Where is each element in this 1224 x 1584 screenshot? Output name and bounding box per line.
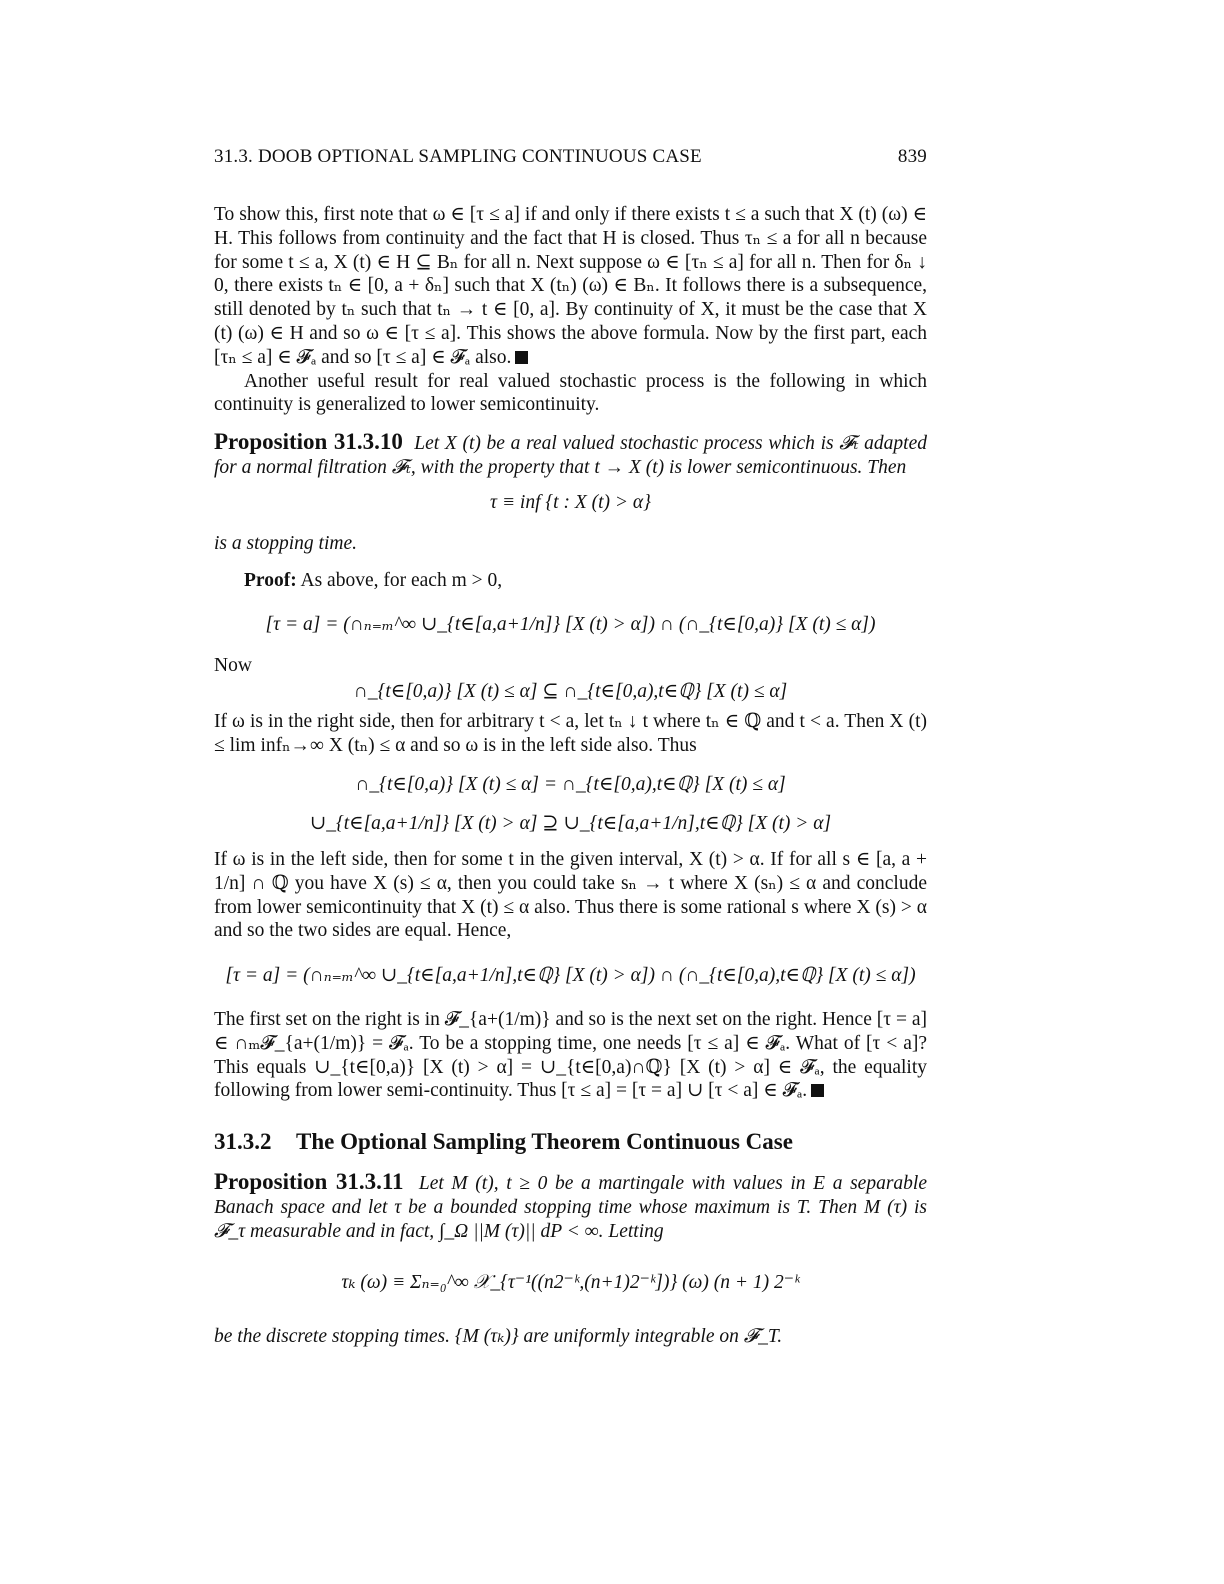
paragraph-text: As above, for each m > 0,: [300, 570, 503, 591]
section-heading: [214, 1129, 927, 1155]
proposition-label: Proposition 31.3.11: [214, 1169, 404, 1194]
equation: τₖ (ω) ≡ Σₙ₌₀^∞ 𝒳_{τ⁻¹((n2⁻ᵏ,(n+1)2⁻ᵏ])} (ω) (n + 1) 2⁻ᵏ: [341, 1272, 800, 1293]
running-header: [214, 146, 927, 168]
paragraph-text: Another useful result for real valued stochastic process is the following in which continuity is generalized to lower semicontinuity.: [214, 370, 927, 416]
qed-icon: [515, 351, 528, 364]
equation: [τ = a] = (∩ₙ₌ₘ^∞ ∪_{t∈[a,a+1/n],t∈ℚ} [X (t) > α]) ∩ (∩_{t∈[0,a),t∈ℚ} [X (t) ≤ α]): [225, 965, 916, 986]
qed-icon: [811, 1084, 824, 1097]
proposition-tail: is a stopping time.: [214, 533, 358, 554]
paragraph-text: The first set on the right is in 𝓕_{a+(1/m)} and so is the next set on the right. Hence [τ = a] ∈ ∩ₘ𝓕_{a+(1/m)} = 𝓕ₐ. To be a stopping time, one needs [τ ≤ a] ∈ 𝓕ₐ. What of [τ < a]? This equals ∪_{t∈[0,a)} [X (t) > α] = ∪_{t∈[0,a)∩ℚ} [X (t) > α] ∈ 𝓕ₐ, the equality following from lower semi-continuity. Thus [τ ≤ a] = [τ = a] ∪ [τ < a] ∈ 𝓕ₐ.: [214, 1009, 927, 1102]
equation: [τ = a] = (∩ₙ₌ₘ^∞ ∪_{t∈[a,a+1/n]} [X (t) > α]) ∩ (∩_{t∈[0,a)} [X (t) ≤ α]): [265, 614, 876, 635]
equation: ∪_{t∈[a,a+1/n]} [X (t) > α] ⊇ ∪_{t∈[a,a+1/n],t∈ℚ} [X (t) > α]: [309, 813, 832, 834]
proposition-31-3-11: [214, 1170, 927, 1243]
running-title: 31.3. DOOB OPTIONAL SAMPLING CONTINUOUS CASE: [214, 146, 702, 167]
paragraph-text: Now: [214, 655, 252, 676]
equation: ∩_{t∈[0,a)} [X (t) ≤ α] = ∩_{t∈[0,a),t∈ℚ} [X (t) ≤ α]: [355, 774, 786, 795]
proposition-31-3-10: [214, 430, 927, 480]
proposition-text: Let M (t), t ≥ 0 be a martingale with values in E a separable Banach space and let τ be a bounded stopping time whose maximum is T. Then M (τ) is 𝓕_τ measurable and in fact, ∫_Ω ||M (τ)|| dP < ∞. Letting: [214, 1173, 927, 1242]
equation: τ ≡ inf {t : X (t) > α}: [490, 492, 651, 513]
paragraph-text: To show this, first note that ω ∈ [τ ≤ a] if and only if there exists t ≤ a such that X (t) (ω) ∈ H. This follows from continuity and the fact that H is closed. Thus τₙ ≤ a for all n because for some t ≤ a, X (t) ∈ H ⊆ Bₙ for all n. Next suppose ω ∈ [τₙ ≤ a] for all n. Then for δₙ ↓ 0, there exists tₙ ∈ [0, a + δₙ] such that X (tₙ) (ω) ∈ Bₙ. It follows there is a subsequence, still denoted by tₙ such that tₙ → t ∈ [0, a]. By continuity of X, it must be the case that X (t) (ω) ∈ H and so ω ∈ [τ ≤ a]. This shows the above formula. Now by the first part, each [τₙ ≤ a] ∈ 𝓕ₐ and so [τ ≤ a] ∈ 𝓕ₐ also.: [214, 204, 927, 368]
proof-continuation: [214, 203, 927, 417]
proof-start: [214, 569, 927, 593]
proposition-label: Proposition 31.3.10: [214, 429, 403, 454]
section-title: The Optional Sampling Theorem Continuous Case: [296, 1129, 793, 1154]
proof-label: Proof:: [244, 570, 297, 591]
page-number: 839: [897, 146, 927, 167]
section-number: 31.3.2: [214, 1129, 272, 1154]
paragraph-text: be the discrete stopping times. {M (τₖ)} are uniformly integrable on 𝓕_T.: [214, 1326, 783, 1347]
proposition-text: Let X (t) be a real valued stochastic process which is 𝓕ₜ adapted for a normal filtration 𝓕ₜ, with the property that t → X (t) is lower semicontinuous. Then: [214, 433, 927, 478]
equation: ∩_{t∈[0,a)} [X (t) ≤ α] ⊆ ∩_{t∈[0,a),t∈ℚ} [X (t) ≤ α]: [353, 681, 788, 702]
paragraph-text: If ω is in the left side, then for some t in the given interval, X (t) > α. If for all s ∈ [a, a + 1/n] ∩ ℚ you have X (s) ≤ α, then you could take sₙ → t where X (sₙ) ≤ α and conclude from lower semicontinuity that X (t) ≤ α also. Thus there is some rational s where X (s) > α and so the two sides are equal. Hence,: [214, 849, 927, 942]
proof-end: [214, 1008, 927, 1103]
paragraph-text: If ω is in the right side, then for arbitrary t < a, let tₙ ↓ t where tₙ ∈ ℚ and t < a. Then X (t) ≤ lim infₙ→∞ X (tₙ) ≤ α and so ω is in the left side also. Thus: [214, 711, 927, 756]
